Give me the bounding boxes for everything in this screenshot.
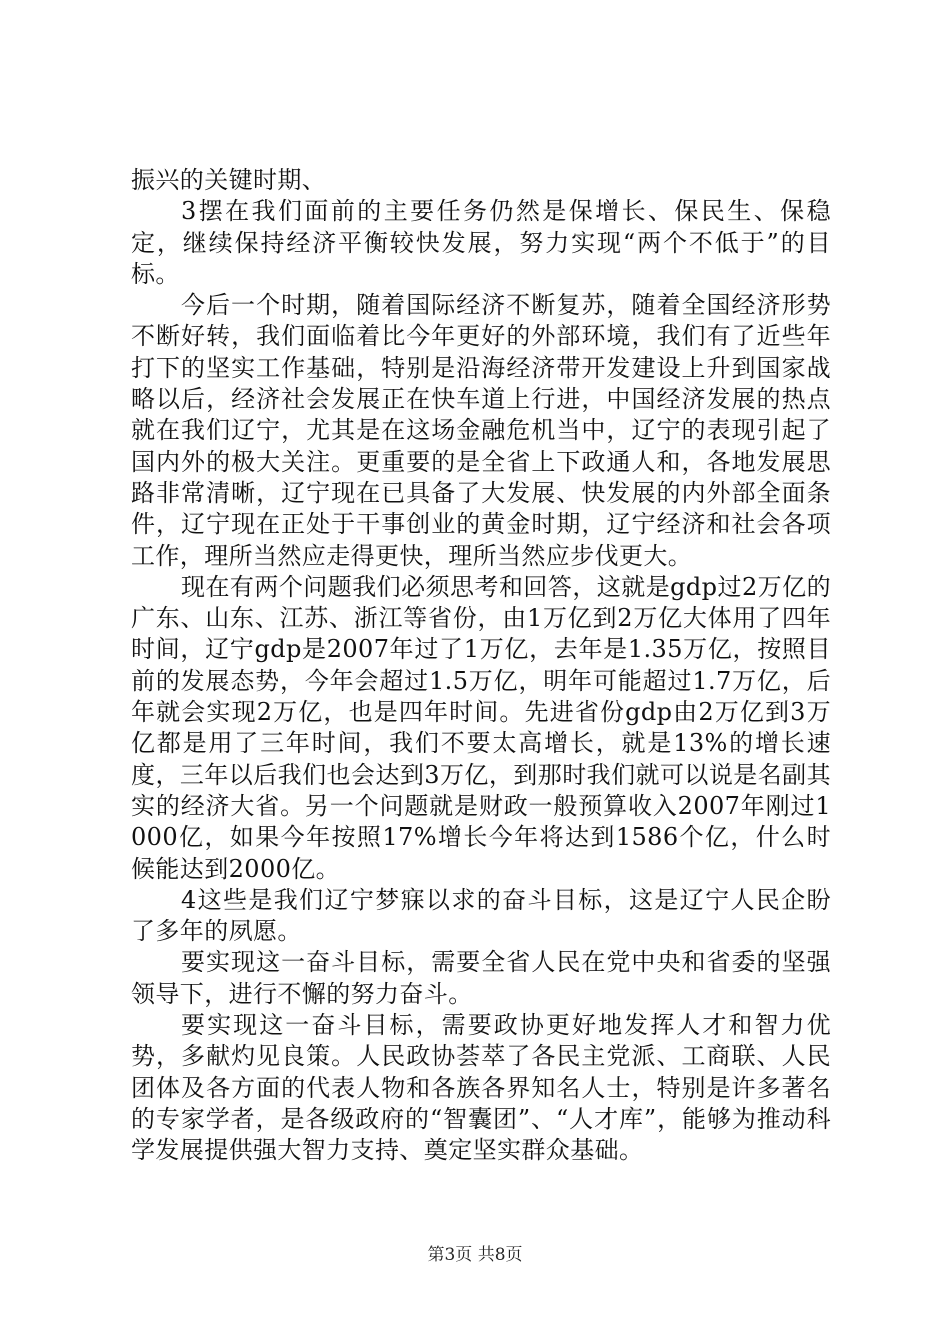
document-body — [131, 165, 831, 1167]
paragraph-3: 今后一个时期，随着国际经济不断复苏，随着全国经济形势不断好转，我们面临着比今年更好的外部环境，我们有了近些年打下的坚实工作基础，特别是沿海经济带开发建设上升到国家战略以后，经济社会发展正在快车道上行进，中国经济发展的热点就在我们辽宁，尤其是在这场金融危机当中，辽宁的表现引起了国内外的极大关注。更重要的是全省上下政通人和，各地发展思路非常清晰，辽宁现在已具备了大发展、快发展的内外部全面条件，辽宁现在正处于干事创业的黄金时期，辽宁经济和社会各项工作，理所当然应走得更快，理所当然应步伐更大。 — [131, 291, 831, 570]
paragraph-1: 振兴的关键时期、 — [131, 166, 327, 194]
paragraph-2: 3摆在我们面前的主要任务仍然是保增长、保民生、保稳定，继续保持经济平衡较快发展，努力实现“两个不低于”的目标。 — [131, 197, 831, 288]
paragraph-5: 4这些是我们辽宁梦寐以求的奋斗目标，这是辽宁人民企盼了多年的夙愿。 — [131, 885, 831, 946]
page-number-footer: 第3页 共8页 — [427, 1245, 523, 1265]
paragraph-6: 要实现这一奋斗目标，需要全省人民在党中央和省委的坚强领导下，进行不懈的努力奋斗。 — [131, 948, 831, 1008]
paragraph-7: 要实现这一奋斗目标，需要政协更好地发挥人才和智力优势，多献灼见良策。人民政协荟萃了各民主党派、工商联、人民团体及各方面的代表人物和各族各界知名人士，特别是许多著名的专家学者，是各级政府的“智囊团”、“人才库”，能够为推动科学发展提供强大智力支持、奠定坚实群众基础。 — [131, 1011, 831, 1165]
paragraph-4: 现在有两个问题我们必须思考和回答，这就是gdp过2万亿的广东、山东、江苏、浙江等省份，由1万亿到2万亿大体用了四年时间，辽宁gdp是2007年过了1万亿，去年是1.35万亿，按照目前的发展态势，今年会超过1.5万亿，明年可能超过1.7万亿，后年就会实现2万亿，也是四年时间。先进省份gdp由2万亿到3万亿都是用了三年时间，我们不要太高增长，就是13%的增长速度，三年以后我们也会达到3万亿，到那时我们就可以说是名副其实的经济大省。另一个问题就是财政一般预算收入2007年刚过1000亿，如果今年按照17%增长今年将达到1586个亿，什么时候能达到2000亿。 — [131, 572, 831, 883]
